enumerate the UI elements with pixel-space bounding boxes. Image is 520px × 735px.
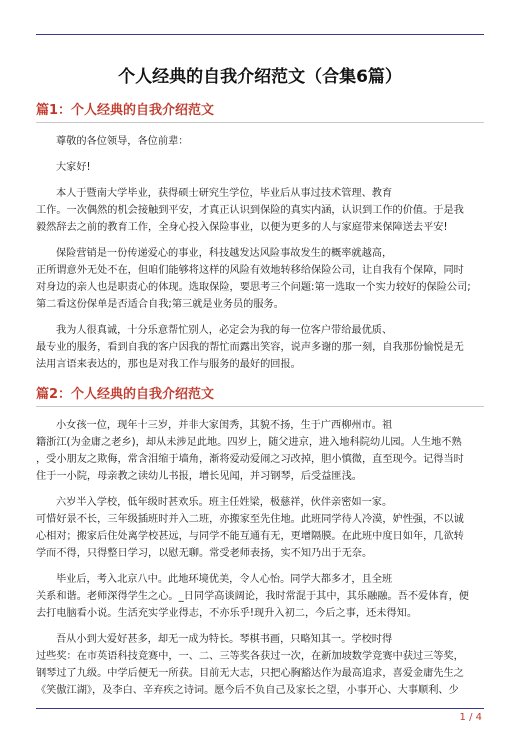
section-2 <box>36 383 484 699</box>
text-line: 去打电脑看小说。生活充实学业得志，不亦乐乎!现升入初二，今后之事，还未得知。 <box>36 608 418 619</box>
section-1 <box>36 99 484 373</box>
paragraph <box>36 417 484 485</box>
text-line: 钢琴过了九级。中学后便无一所获。目前无大志，只把心胸豁达作为最高追求，喜爱金庸先生之 <box>36 668 464 679</box>
text-line: 过些奖：在市英语科技竞赛中，一、二、三等奖各获过一次，在新加坡数学竞赛中获过三等奖， <box>36 651 464 662</box>
text-line: 本人于暨南大学毕业，获得硕士研究生学位，毕业后从事过技术管理、教育 <box>56 188 393 199</box>
text-line: 尊敬的各位领导，各位前辈： <box>56 136 189 147</box>
text-line: 我为人很真诚，十分乐意帮忙别人，必定会为我的每一位客户带给最优质、 <box>56 325 393 336</box>
text-line: 毕业后，考入北京八中。此地环境优美，令人心怡。同学大都多才，且全班 <box>56 574 393 585</box>
text-line: 学而不得，只得整日学习，以慰无聊。常受老师表扬，实不知乃出于无奈。 <box>36 548 373 559</box>
text-line: ，受小朋友之欺侮，常含泪缩于墙角，渐将爱动爱闹之习改掉，胆小慎微，直至现今。记得当时 <box>36 454 464 465</box>
text-line: 小女孩一位，现年十三岁，并非大家闺秀，其貌不扬，生于广西柳州市。祖 <box>56 420 393 431</box>
text-line: 大家好! <box>56 162 91 173</box>
document-body <box>36 62 484 708</box>
heading-divider <box>36 122 484 123</box>
section-heading: 篇1：个人经典的自我介绍范文 <box>36 103 215 118</box>
text-line: 住于一小院，母亲教之读幼儿书报，增长见闻，并习钢琴，后受益匪浅。 <box>36 471 362 482</box>
text-line: 可惜好景不长，三年级插班时并入二班，亦搬家至先住地。此班同学待人冷漠，妒性强，不以诚 <box>36 514 464 525</box>
text-line: 第二看这份保单是否适合自我;第三就是业务员的服务。 <box>36 299 284 310</box>
paragraph <box>36 494 484 562</box>
document-title: 个人经典的自我介绍范文（合集6篇） <box>118 67 402 87</box>
paragraph <box>36 133 484 150</box>
text-line: 保险营销是一份传递爱心的事业，科技越发达风险事故发生的概率就越高， <box>56 248 393 259</box>
text-line: 对身边的亲人也是职责心的体现。选取保险，要思考三个问题:第一选取一个实力较好的保险公司; <box>36 282 471 293</box>
text-line: 心相对；搬家后住处离学校甚远，与同学不能互通有无，更增隔膜。在此班中度日如年，几欲转 <box>36 531 464 542</box>
text-line: 法用言语来表达的，那也是对我工作与服务的最好的回报。 <box>36 359 301 370</box>
paragraph <box>36 571 484 622</box>
paragraph <box>36 185 484 236</box>
text-line: 籍浙江(为金庸之老乡)，却从未涉足此地。四岁上，随父进京，进入地科院幼儿园。人生地不熟 <box>36 437 462 448</box>
text-line: 六岁半入学校，低年级时甚欢乐。班主任姓梁，极慈祥，伙伴亲密如一家。 <box>56 497 393 508</box>
text-line: 工作。一次偶然的机会接触到平安，才真正认识到保险的真实内涵，认识到工作的价值。于是我 <box>36 205 464 216</box>
text-line: 关系和谐。老师深得学生之心。_日同学高谈阔论，我时常混于其中，其乐融融。吾不爱体育，便 <box>36 591 469 602</box>
paragraph <box>36 322 484 373</box>
section-heading: 篇2：个人经典的自我介绍范文 <box>36 387 215 402</box>
text-line: 最专业的服务，看到自我的客户因我的帮忙而露出笑容，说声多谢的那一刻，自我那份愉悦是无 <box>36 342 464 353</box>
heading-divider <box>36 406 484 407</box>
text-line: 毅然辞去之前的教育工作，全身心投入保险事业，以便为更多的人与家庭带来保障送去平安! <box>36 222 448 233</box>
paragraph <box>36 631 484 699</box>
text-line: 正所谓意外无处不在，但咱们能够将这样的风险有效地转移给保险公司，让自我有个保障，同时 <box>36 265 464 276</box>
top-rule <box>36 34 484 35</box>
bottom-rule <box>36 708 484 709</box>
paragraph <box>36 159 484 176</box>
paragraph <box>36 245 484 313</box>
text-line: 《笑傲江湖》，及李白、辛弃疾之诗词。愿今后不负自己及家长之望，小事开心、大事顺利、少 <box>36 685 459 696</box>
page-number: 1 / 4 <box>459 712 482 723</box>
text-line: 吾从小到大爱好甚多，却无一成为特长。琴棋书画，只略知其一。学校时得 <box>56 634 393 645</box>
